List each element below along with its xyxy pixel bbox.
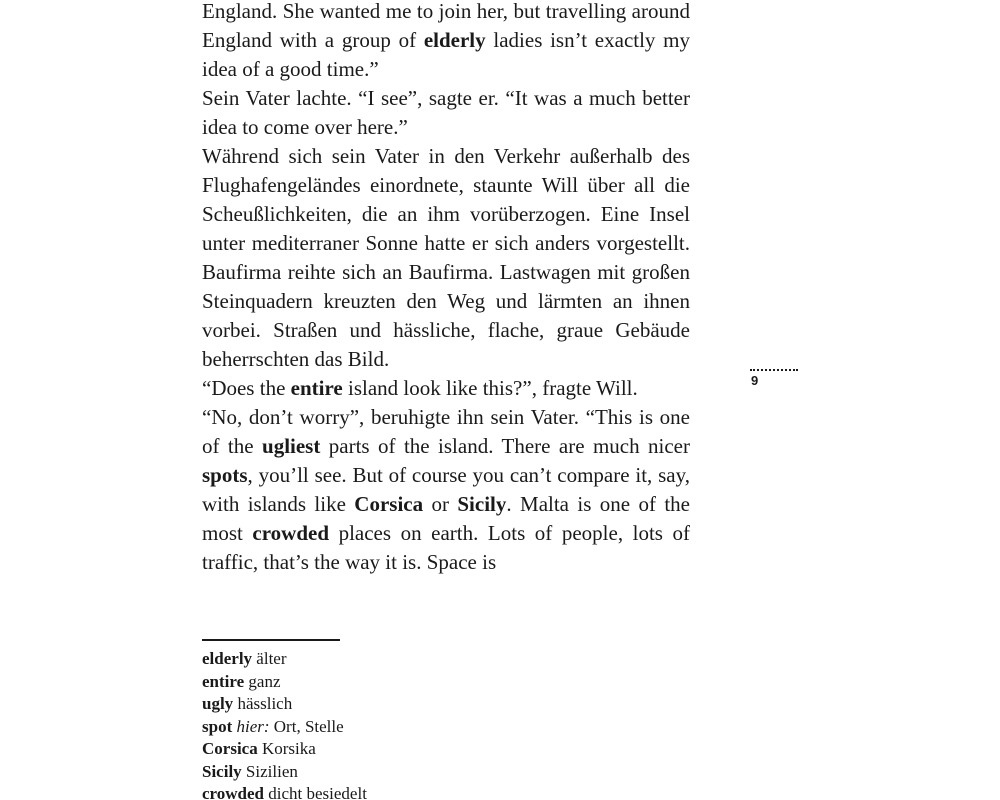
glossary-definition: dicht besiedelt	[268, 784, 367, 800]
glossary-definition: Korsika	[261, 739, 316, 758]
paragraph-2: Sein Vater lachte. “I see”, sagte er. “It was a much better idea to come over here.”	[202, 86, 690, 139]
paragraph-4: “Does the entire island look like this?”, fragte Will.	[202, 376, 638, 400]
footnote-divider	[202, 639, 340, 641]
glossary-term: ugly	[202, 694, 234, 713]
glossary-note: hier:	[236, 716, 270, 736]
glossary-definition: Sizilien	[245, 761, 298, 781]
glossary-entry	[202, 783, 367, 800]
glossary-definition: ganz	[248, 671, 281, 691]
glossary-entry	[202, 693, 367, 716]
glossary-term: Corsica	[202, 739, 258, 758]
glossary-definition: hässlich	[237, 694, 293, 713]
page-marker	[750, 369, 798, 388]
glossary-term-highlight: spots	[202, 463, 248, 487]
glossary-term: elderly	[202, 649, 253, 668]
glossary-term-highlight: elderly	[423, 28, 486, 52]
main-text	[202, 0, 690, 577]
glossary-definition: älter	[256, 649, 287, 668]
paragraph-1: England. She wanted me to join her, but travelling around England with a group of elderly ladies isn’t exactly my idea of a good time.”	[202, 0, 691, 81]
page-number-dots	[750, 369, 798, 371]
glossary-entry	[202, 738, 367, 761]
glossary-term: entire	[202, 671, 245, 691]
paragraph-5: “No, don’t worry”, beruhigte ihn sein Vater. “This is one of the ugliest parts of the island. There are much nicer spots, you’ll see. But of course you can’t compare it, say, with islands like Corsica or Sicily. Malta is one of the most crowded places on earth. Lots of people, lots of traffic, that’s the way it is. Space is	[202, 405, 691, 574]
glossary-term-highlight: entire	[290, 376, 343, 400]
glossary-entry	[202, 648, 367, 671]
paragraph-3: Während sich sein Vater in den Verkehr außerhalb des Flughafengeländes einordnete, staunte Will über all die Scheußlichkeiten, die an ihm vorüberzogen. Eine Insel unter mediterraner Sonne hatte er sich anders vorgestellt. Baufirma reihte sich an Baufirma. Lastwagen mit großen Steinquadern kreuzten den Weg und lärmten an ihnen vorbei. Straßen und hässliche, flache, graue Gebäude beherrschten das Bild.	[202, 144, 690, 371]
glossary-term-highlight: crowded	[252, 521, 330, 545]
glossary-term: crowded	[202, 784, 265, 800]
glossary-entry	[202, 671, 367, 694]
page-number: 9	[751, 373, 759, 388]
glossary-definition: Ort, Stelle	[273, 716, 344, 736]
glossary-term-highlight: Corsica	[354, 492, 424, 516]
glossary-entry	[202, 761, 367, 784]
glossary-term: spot	[202, 716, 233, 736]
glossary-term: Sicily	[202, 761, 242, 781]
glossary-term-highlight: ugliest	[262, 434, 321, 458]
glossary	[202, 648, 367, 800]
glossary-entry	[202, 716, 367, 739]
glossary-term-highlight: Sicily	[457, 492, 507, 516]
